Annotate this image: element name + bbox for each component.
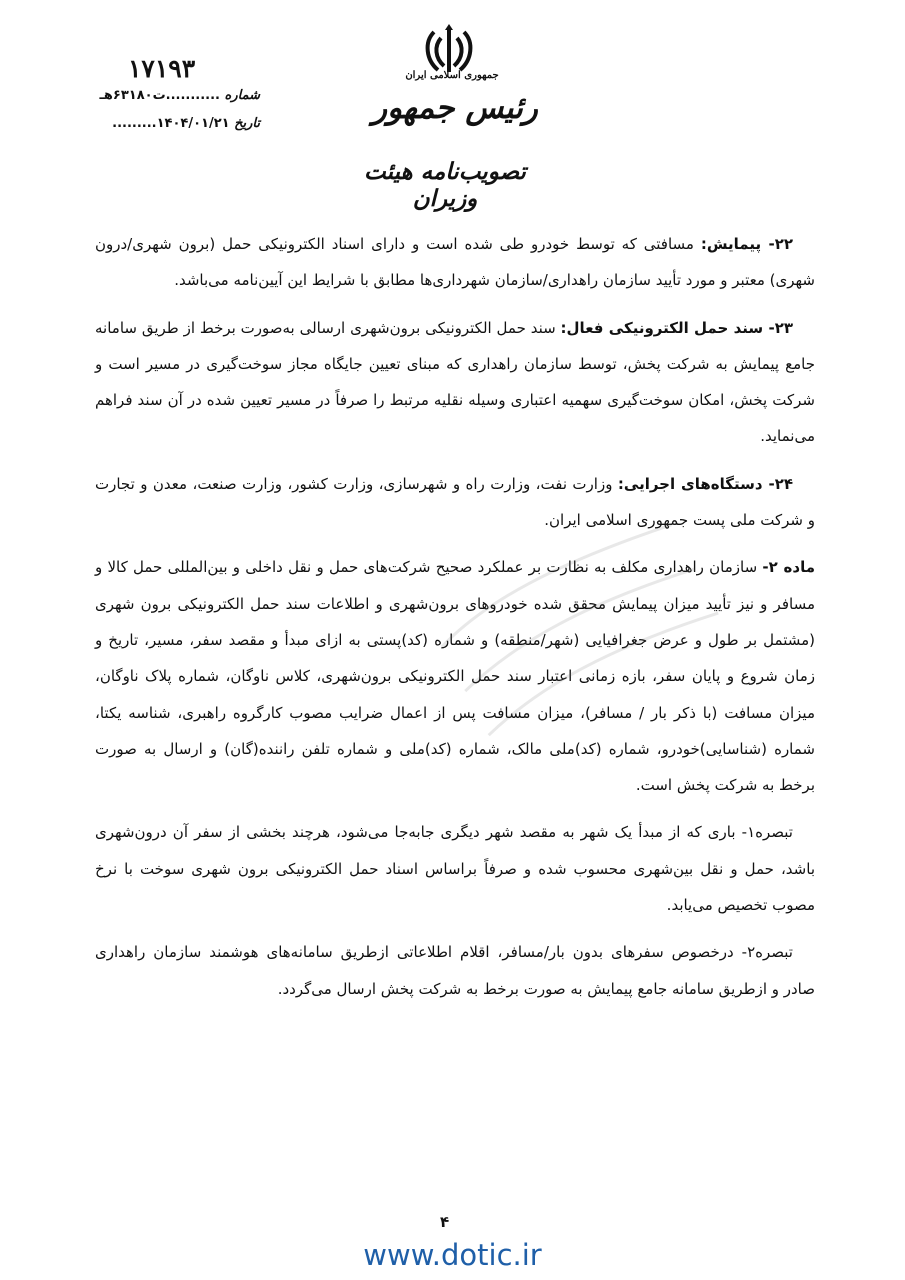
- cabinet-approval-title: تصویب‌نامه هیئت وزیران: [364, 158, 526, 212]
- date-value: ۱۴۰۴/۰۱/۲۱.........: [112, 116, 230, 131]
- clause-23: [95, 310, 815, 455]
- footer-url[interactable]: www.dotic.ir: [363, 1238, 542, 1272]
- number-value: ...........ت۶۳۱۸۰هـ: [99, 88, 220, 103]
- clause-24-title: ۲۴- دستگاه‌های اجرایی:: [617, 474, 793, 493]
- republic-title: جمهوری اسلامی ایران: [405, 70, 499, 81]
- clause-24: [95, 466, 815, 539]
- clause-24-text: وزارت نفت، وزارت راه و شهرسازی، وزارت کشور، وزارت صنعت، معدن و تجارت و شرکت ملی پست جمهوری اسلامی ایران.: [95, 474, 815, 530]
- clause-22: [95, 226, 815, 299]
- date-label: تاریخ: [234, 116, 260, 131]
- number-label: شماره: [224, 88, 260, 103]
- clause-22-title: ۲۲- پیمایش:: [700, 235, 793, 253]
- note-1: تبصره۱- باری که از مبدأ یک شهر به مقصد شهر دیگری جابه‌جا می‌شود، هرچند بخشی از سفر آن درون‌شهری باشد، حمل و نقل بین‌شهری محسوب شده و صرفاً براساس اسناد حمل الکترونیکی برون شهری سوخت با نرخ مصوب تخصیص می‌یابد.: [95, 823, 815, 915]
- clause-23-title: ۲۳- سند حمل الکترونیکی فعال:: [560, 318, 793, 337]
- clause-22-text: مسافتی که توسط خودرو طی شده است و دارای اسناد الکترونیکی حمل (برون شهری/درون شهری) معتبر و مورد تأیید سازمان راهداری/سازمان شهرداری‌ها مطابق با شرایط این آیین‌نامه می‌باشد.: [95, 235, 815, 290]
- note-2: تبصره۲- درخصوص سفرهای بدون بار/مسافر، اقلام اطلاعاتی ازطریق سامانه‌های هوشمند سازمان راهداری صادر و ازطریق سامانه جامع پیمایش به صورت برخط به شرکت پخش ارسال می‌گردد.: [95, 943, 815, 998]
- letter-number-row: [99, 88, 260, 103]
- article-2-title: ماده ۲-: [762, 558, 815, 577]
- president-title: رئیس جمهور: [372, 90, 538, 126]
- handwritten-number: ۱۷۱۹۳: [128, 54, 196, 83]
- clause-23-text: سند حمل الکترونیکی برون‌شهری ارسالی به‌صورت برخط از طریق سامانه جامع پیمایش به شرکت پخش، توسط سازمان راهداری که مبنای تعیین جایگاه مجاز سوخت‌گیری در مسیر است و شرکت پخش، امکان سوخت‌گیری سهمیه اعتباری وسیله نقلیه مرتبط را صرفاً در مسیر تعیین شده در آن سند فراهم می‌نماید.: [95, 318, 815, 446]
- iran-emblem-icon: [420, 24, 478, 76]
- page-number: ۴: [440, 1213, 450, 1231]
- letter-date-row: [112, 116, 260, 131]
- article-2-text: سازمان راهداری مکلف به نظارت بر عملکرد صحیح شرکت‌های حمل و نقل داخلی و بین‌المللی حمل کالا و مسافر و نیز تأیید میزان پیمایش محقق شده خودروهای برون‌شهری و اطلاعات سند حمل الکترونیکی برون شهری (مشتمل بر طول و عرض جغرافیایی (شهر/منطقه) و شماره (کد)پستی به ازای مبدأ و مقصد سفر، مسیر، تاریخ و زمان شروع و پایان سفر، بازه زمانی اعتبار سند حمل الکترونیکی برون‌شهری، کلاس ناوگان، شماره پلاک ناوگان، میزان مسافت (با ذکر بار / مسافر)، میزان مسافت پس از اعمال ضرایب مصوب کارگروه راهبری، شناسه یکتا، شماره (شناسایی)خودرو، شماره (کد)ملی مالک، شماره (کد)ملی و شماره تلفن راننده(گان) و ارسال به صورت برخط به شرکت پخش است.: [95, 558, 815, 795]
